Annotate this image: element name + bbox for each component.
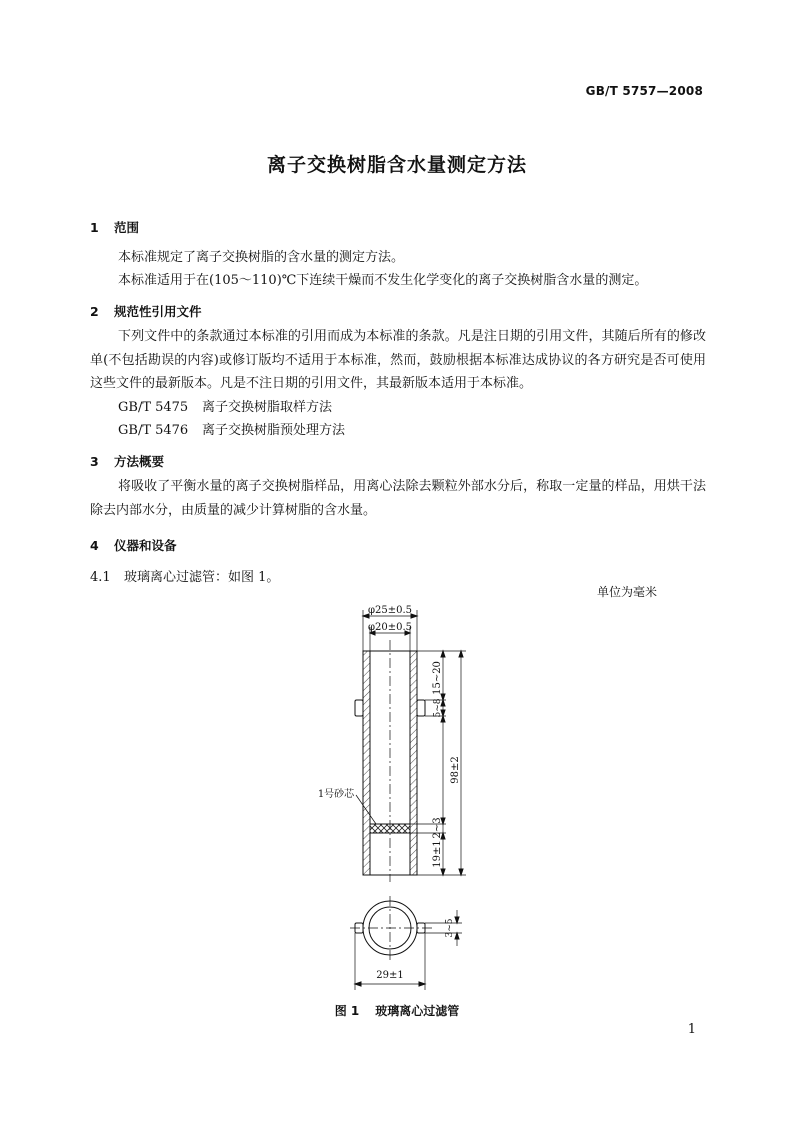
- tube-left-wall: [363, 651, 370, 875]
- section-1-line-1: 本标准规定了离子交换树脂的含水量的测定方法。: [118, 250, 405, 265]
- page-number: 1: [687, 1022, 696, 1037]
- left-lug: [355, 700, 363, 716]
- section-number: 2: [90, 304, 99, 319]
- main-length-label: 98±2: [450, 756, 461, 784]
- reference-name: 离子交换树脂预处理方法: [202, 423, 346, 438]
- top-length-label: 15~20: [432, 661, 443, 695]
- outer-diameter-label: φ25±0.5: [367, 605, 413, 616]
- width-label: 29±1: [376, 970, 404, 981]
- section-1-line-2: 本标准适用于在(105～110)℃下连续干燥而不发生化学变化的离子交换树脂含水量的测定。: [118, 273, 648, 288]
- section-title: 范围: [114, 220, 140, 235]
- section-number: 1: [90, 220, 99, 235]
- item-text: 玻璃离心过滤管：如图 1。: [124, 570, 280, 585]
- section-title: 方法概要: [114, 454, 165, 469]
- lug-length-label: 5~8: [433, 698, 443, 718]
- document-title: 离子交换树脂含水量测定方法: [266, 154, 527, 176]
- reference-code: GB/T 5476: [118, 423, 189, 438]
- reference-name: 离子交换树脂取样方法: [202, 400, 333, 415]
- item-number: 4.1: [90, 570, 111, 585]
- section-number: 3: [90, 454, 99, 469]
- section-3-paragraph: 将吸收了平衡水量的离子交换树脂样品，用离心法除去颗粒外部水分后，称取一定量的样品，用烘干法除去内部水分，由质量的减少计算树脂的含水量。: [90, 479, 706, 518]
- tube-right-wall: [410, 651, 417, 875]
- figure-caption: [0, 1002, 794, 1019]
- frit-label: 1号砂芯: [317, 789, 355, 800]
- standard-code: GB/T 5757—2008: [585, 84, 703, 98]
- section-title: 规范性引用文件: [114, 304, 202, 319]
- section-title: 仪器和设备: [114, 538, 177, 553]
- right-lug: [417, 700, 425, 716]
- frit-length-label: 2~3: [432, 817, 443, 839]
- lug-thickness-label: 3~5: [445, 918, 455, 938]
- section-number: 4: [90, 538, 99, 553]
- section-2-paragraph: 下列文件中的条款通过本标准的引用而成为本标准的条款。凡是注日期的引用文件，其随后所有的修改单(不包括勘误的内容)或修订版均不适用于本标准，然而，鼓励根据本标准达成协议的各方研究是否可使用这些文件的最新版本。凡是不注日期的引用文件，其最新版本适用于本标准。: [90, 329, 706, 391]
- bottom-length-label: 19±1: [432, 840, 443, 868]
- inner-diameter-label: φ20±0.5: [367, 622, 413, 633]
- figure-number: 图 1: [334, 1004, 360, 1018]
- figure-title: 玻璃离心过滤管: [375, 1004, 460, 1018]
- unit-note: 单位为毫米: [597, 585, 658, 599]
- reference-code: GB/T 5475: [118, 400, 189, 415]
